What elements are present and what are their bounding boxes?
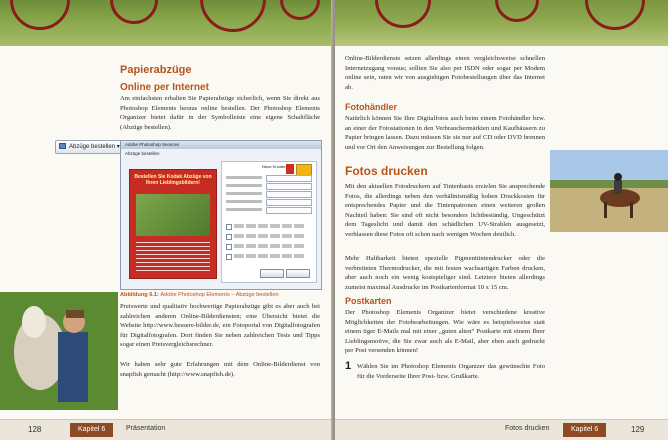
ad-fineprint xyxy=(136,242,210,272)
kodak-ad xyxy=(129,169,217,279)
heading-postkarten: Postkarten xyxy=(345,296,392,306)
form-heading: Neue Kunden xyxy=(262,164,287,169)
paragraph-fotohaendler: Natürlich können Sie Ihre Digitalfotos auch beim einem Fotohändler bzw. an einer der Fotostationen in den Verbrauchermärkten und Kaufhäusern zu Papier bringen lassen. Dazu müssen Sie sie nur auf CD oder DVD brennen und vor Ort den Anweisungen zur Bestellung folgen. xyxy=(345,115,545,151)
print-order-icon xyxy=(59,143,66,149)
paragraph-drucken-2: Mehr Haltbarkeit bieten spezielle Pigmenttintendrucker oder die verbreiteten Thermodrucker, die mit festen wachsartigen Farben drucken, aber auch noch ein wenig kostspieliger sind. Letztere bieten allerdings zumeist maximal Ausdrucke im Postkartenformat 10 x 15 cm. xyxy=(345,255,545,291)
step-number: 1 xyxy=(345,360,352,372)
right-footer xyxy=(335,419,668,440)
form-field[interactable] xyxy=(266,199,312,206)
checkbox[interactable] xyxy=(226,244,232,250)
screenshot-header: Abzüge bestellen xyxy=(125,151,160,156)
heading-fotohaendler: Fotohändler xyxy=(345,102,397,112)
checkbox[interactable] xyxy=(226,254,232,260)
form-field[interactable] xyxy=(266,207,312,214)
left-page xyxy=(0,0,333,440)
paragraph-drucken-1: Mit den aktuellen Fotodruckern auf Tintenbasis erzielen Sie ansprechende Fotos, die allerdings neben den verhältnismäßig hohen Druckkosten für entsprechendes Papier und die Tintenpatronen einen weiteren großen Nachteil haben: Sie sind oft nicht besonders lichtbeständig. Ungeschützt dem Tageslicht und damit den schädlichen UV-Strahlen ausgesetzt, verblassen diese Fotos oft schon nach wenigen Wochen deutlich. xyxy=(345,183,545,238)
section-title: Papierabzüge xyxy=(120,64,192,76)
figure-caption xyxy=(120,292,279,298)
caption-text: Adobe Photoshop Elements – Abzüge bestellen xyxy=(160,292,279,298)
form-field[interactable] xyxy=(266,175,312,182)
order-prints-label: Abzüge bestellen xyxy=(69,144,116,150)
page-number: 128 xyxy=(28,425,42,434)
checkbox[interactable] xyxy=(226,224,232,230)
form-field[interactable] xyxy=(266,183,312,190)
running-title: Präsentation xyxy=(126,425,166,432)
left-footer xyxy=(0,419,333,440)
page-number: 129 xyxy=(631,425,645,434)
checkbox[interactable] xyxy=(226,234,232,240)
rider-photo xyxy=(550,150,668,232)
subsection-title: Online per Internet xyxy=(120,82,209,93)
chapter-label: Kapitel 6 xyxy=(70,423,113,437)
screenshot-figure xyxy=(120,140,322,290)
step-text: Wählen Sie im Photoshop Elements Organizer das gewünschte Foto für die Vorderseite Ihrer Post- bzw. Grußkarte. xyxy=(357,363,545,380)
adobe-logo xyxy=(286,164,294,174)
back-button[interactable] xyxy=(260,269,284,278)
ad-photo xyxy=(136,194,210,236)
paragraph-snapfish: Wir haben sehr gute Erfahrungen mit dem Online-Bilderdienst von snapfish gemacht (http://www.snapfish.de). xyxy=(120,361,320,378)
order-prints-button[interactable]: Abzüge bestellen ▾ xyxy=(55,140,125,154)
caption-label: Abbildung 6.1: xyxy=(120,292,159,298)
form-field[interactable] xyxy=(266,191,312,198)
kodak-ad-text: Bestellen Sie Kodak Abzüge von Ihren Lieblingsbildern! xyxy=(134,174,212,186)
paragraph-postkarten: Der Photoshop Elements Organizer bietet verschiedene kreative Möglichkeiten der Fotobearbeitungen. Wie wäre es beispielsweise statt einem tiger E-Mails mal mit einer „guten alten“ Postkarte mit einem Ihrer Lieblingsmotive, die Sie zwar auch als E-Mail, aber eben auch gedruckt per Post versenden können! xyxy=(345,309,545,355)
horse-photo xyxy=(0,292,118,410)
screenshot-window-title: Adobe Photoshop Services xyxy=(121,141,321,149)
chapter-label: Kapitel 6 xyxy=(563,423,606,437)
top-photo-strip xyxy=(0,0,333,46)
running-title: Fotos drucken xyxy=(505,425,550,432)
customer-form xyxy=(221,161,317,283)
heading-fotos-drucken: Fotos drucken xyxy=(345,164,428,178)
paragraph-services: Preiswerte und qualitativ hochwertige Papierabzüge gibt es aber auch bei zahlreichen anderen Online-Bilderdiensten; eine Übersicht bietet die Website http://www.bessere-bilder.de, ein Fotoportal von Digitalfotografen für Digitalfotografen. Dort finden Sie neben zahlreichen Tests und Tipps sogar einen Preisvergleichsrechner. xyxy=(120,303,320,349)
top-photo-strip xyxy=(335,0,668,46)
next-button[interactable] xyxy=(286,269,310,278)
paragraph-internet: Online-Bilderdienste setzen allerdings einen vergleichsweise schnellen Internetzugang voraus; sollten Sie also per ISDN oder sogar per Modem online sein, raten wir von ausgiebigen Fotobestellungen über das Internet ab. xyxy=(345,55,545,91)
paragraph-intro: Am einfachsten erhalten Sie Papierabzüge sicherlich, wenn Sie direkt aus Photoshop Elements heraus online bestellen. Der Photoshop Elements Organizer bietet dafür in der Symbolleiste eine eigene Schaltfläche (Abzüge bestellen). xyxy=(120,95,320,131)
